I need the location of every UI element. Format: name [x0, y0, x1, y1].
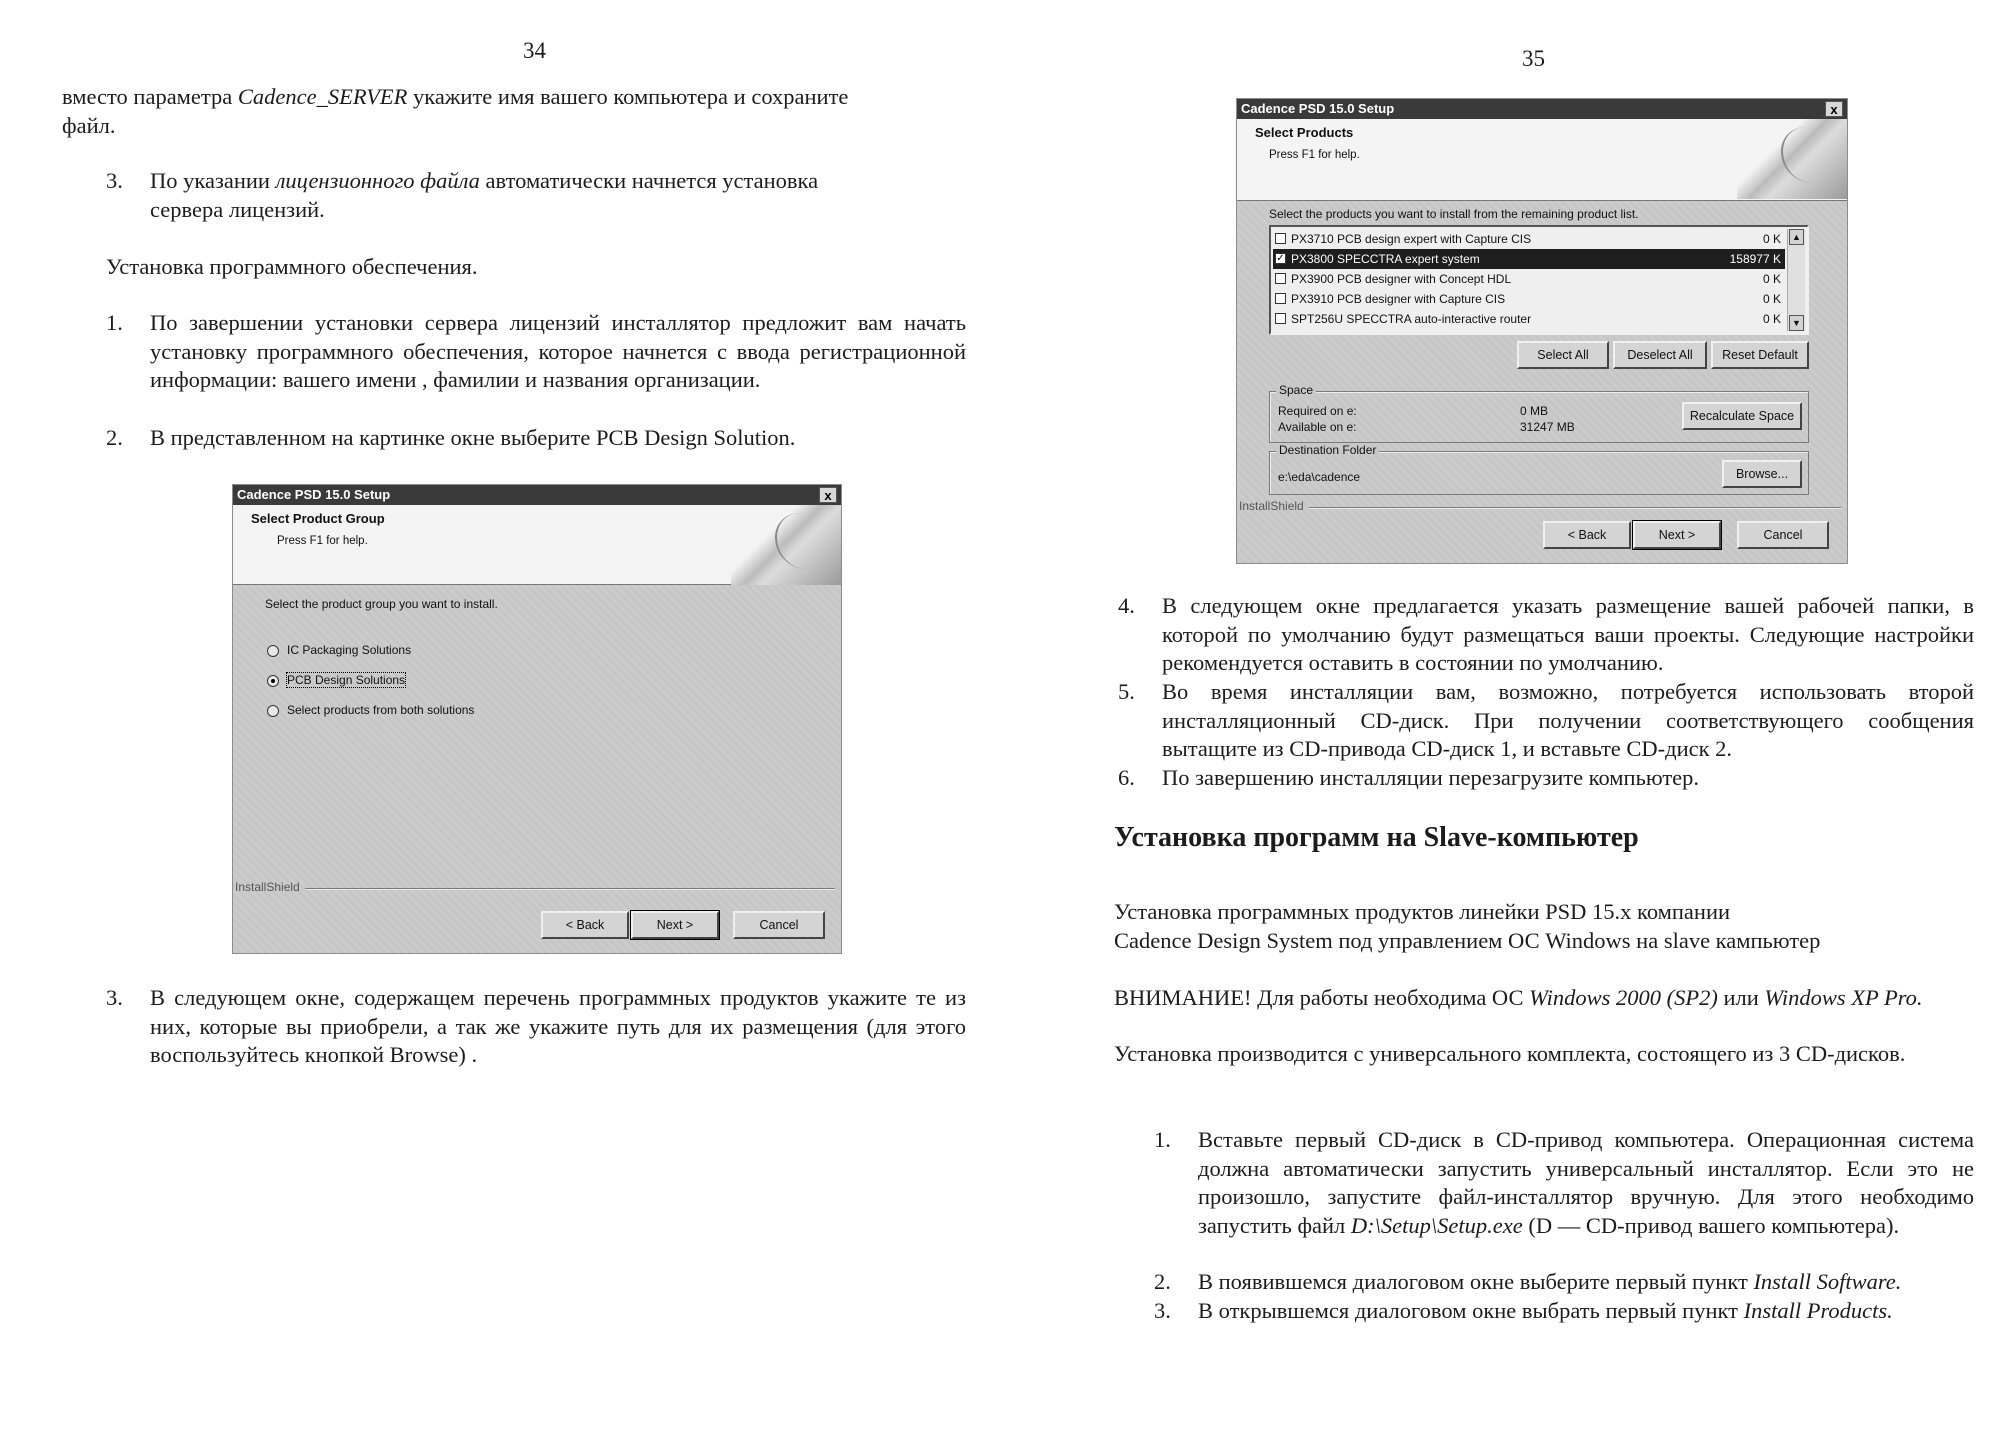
list-item-step-3: [106, 984, 966, 1070]
radio-both-solutions[interactable]: [267, 705, 279, 717]
dialog-title-bar: [1237, 99, 1847, 119]
product-row[interactable]: [1273, 309, 1785, 329]
destination-path: e:\eda\cadence: [1278, 470, 1361, 484]
list-item-license-server: [106, 167, 966, 224]
list-item-slave-step-3: [1154, 1297, 1974, 1326]
page-number-left: 34: [523, 38, 546, 63]
space-group: [1269, 383, 1809, 443]
item-license-file: лицензионного файла: [275, 168, 480, 193]
list-item-step-1: [106, 309, 966, 395]
step-text: Во время инсталляции вам, возможно, потребуется использовать второй инсталляционный CD-диск. При получении соответствующего сообщения вытащите из CD-привода CD-диск 1, и вставьте CD-диск 2.: [1162, 679, 1974, 761]
dialog-title: Cadence PSD 15.0 Setup: [1241, 101, 1395, 116]
item-text-b: автоматически начнется установка: [479, 168, 819, 193]
intro-text-c: файл.: [62, 112, 116, 138]
product-checkbox[interactable]: [1275, 233, 1286, 244]
list-item-step-6: [1118, 764, 1974, 793]
list-number: 2.: [106, 425, 123, 450]
list-item-step-4: [1118, 592, 1974, 678]
product-list[interactable]: [1269, 225, 1809, 335]
option-both-solutions[interactable]: Select products from both solutions: [287, 703, 475, 717]
list-item-slave-step-1: [1154, 1126, 1974, 1240]
step-text-a: В открывшемся диалоговом окне выбрать первый пункт: [1198, 1298, 1744, 1323]
dialog-header-hint: Press F1 for help.: [277, 535, 368, 547]
item-text-a: По указании: [150, 168, 276, 193]
dialog-header: [233, 505, 841, 585]
right-page: [1000, 0, 2000, 1446]
product-name: SPT256U SPECCTRA auto-interactive router: [1291, 312, 1532, 326]
list-number: 2.: [1154, 1269, 1171, 1294]
product-row[interactable]: [1273, 269, 1785, 289]
page-number-right: 35: [1522, 46, 1545, 71]
select-all-button[interactable]: Select All: [1517, 341, 1609, 369]
page-curl-icon: [731, 505, 841, 585]
required-value: 0 MB: [1520, 404, 1549, 418]
slave-intro-paragraph: [1114, 898, 1974, 955]
option-ic-packaging[interactable]: IC Packaging Solutions: [287, 643, 412, 657]
product-checkbox[interactable]: [1275, 313, 1286, 324]
step-text: В представленном на картинке окне выберите PCB Design Solution.: [150, 425, 796, 450]
step-text: По завершению инсталляции перезагрузите компьютер.: [1162, 765, 1700, 790]
dialog-header-title: Select Products: [1255, 125, 1354, 140]
select-products-dialog: [1236, 98, 1848, 564]
back-button[interactable]: < Back: [1543, 521, 1631, 549]
scroll-down-icon[interactable]: ▼: [1789, 315, 1804, 331]
product-size: 0 K: [1762, 272, 1781, 286]
cancel-button[interactable]: Cancel: [733, 911, 825, 939]
cancel-button[interactable]: Cancel: [1737, 521, 1829, 549]
product-name: PX3800 SPECCTRA expert system: [1291, 252, 1480, 266]
product-name: PX3900 PCB designer with Concept HDL: [1291, 272, 1512, 286]
list-number: 5.: [1118, 679, 1135, 704]
next-button[interactable]: Next >: [1633, 521, 1721, 549]
close-icon[interactable]: x: [819, 487, 837, 503]
list-number: 3.: [106, 168, 123, 193]
list-number: 3.: [1154, 1298, 1171, 1323]
list-number: 1.: [1154, 1127, 1171, 1152]
step-text-b: (D — CD-привод вашего компьютера).: [1522, 1212, 1900, 1238]
warning-os-1: Windows 2000 (SP2): [1529, 985, 1718, 1010]
destination-legend: Destination Folder: [1276, 443, 1379, 457]
installshield-brand: InstallShield: [1239, 499, 1304, 513]
dialog-header-title: Select Product Group: [251, 511, 385, 526]
slave-intro-line1: Установка программных продуктов линейки PSD 15.x компании: [1114, 899, 1731, 924]
list-item-slave-step-2: [1154, 1268, 1974, 1297]
dialog-separator: [305, 888, 835, 890]
step-text-a: В появившемся диалоговом окне выберите первый пункт: [1198, 1269, 1754, 1294]
list-number: 3.: [106, 985, 123, 1010]
dialog-prompt: Select the product group you want to install.: [265, 597, 498, 611]
item-text-c: сервера лицензий.: [150, 196, 325, 222]
list-number: 6.: [1118, 765, 1135, 790]
setup-path: D:\Setup\Setup.exe: [1350, 1212, 1523, 1238]
dialog-header: [1237, 119, 1847, 201]
product-row[interactable]: [1273, 289, 1785, 309]
product-checkbox[interactable]: [1275, 293, 1286, 304]
required-label: Required on e:: [1278, 404, 1357, 418]
warning-os-2: Windows XP Pro.: [1764, 985, 1923, 1010]
list-item-step-2: [106, 424, 966, 453]
section-heading-software: Установка программного обеспечения.: [106, 254, 478, 279]
product-name: PX3910 PCB designer with Capture CIS: [1291, 292, 1506, 306]
install-note-paragraph: Установка производится с универсального комплекта, состоящего из 3 CD-дисков.: [1114, 1041, 1906, 1066]
back-button[interactable]: < Back: [541, 911, 629, 939]
list-item-step-5: [1118, 678, 1974, 764]
product-list-scrollbar[interactable]: [1787, 229, 1805, 331]
dialog-header-hint: Press F1 for help.: [1269, 149, 1360, 161]
menu-item-name: Install Products.: [1743, 1298, 1893, 1323]
product-row[interactable]: [1273, 249, 1785, 269]
browse-button[interactable]: Browse...: [1722, 460, 1802, 488]
step-text: По завершении установки сервера лицензий инсталлятор предложит вам начать установку программного обеспечения, которое начнется с ввода регистрационной информации: вашего имени , фамилии и названия организации.: [150, 310, 966, 392]
slave-intro-line2: Cadence Design System под управлением ОС Windows на slave кампьютер: [1114, 927, 1821, 953]
product-size: 0 K: [1762, 312, 1781, 326]
product-row[interactable]: [1273, 229, 1785, 249]
available-value: 31247 MB: [1520, 420, 1575, 434]
warning-paragraph: [1080, 984, 1974, 1013]
slave-heading: Установка программ на Slave-компьютер: [1114, 822, 1639, 853]
space-legend: Space: [1276, 383, 1316, 397]
step-text-a: Вставьте первый CD-диск в CD-привод компьютера. Операционная система должна автоматически запустить универсальный инсталлятор. Если это не произошло, запустите файл-инсталлятор вручную. Для этого необходимо запустить файл: [1198, 1127, 1974, 1238]
dialog-body: [1237, 201, 1847, 563]
product-checkbox[interactable]: [1275, 273, 1286, 284]
option-pcb-design[interactable]: PCB Design Solutions: [287, 673, 406, 687]
step-text: В следующем окне предлагается указать размещение вашей рабочей папки, в которой по умолчанию будут размещаться ваши проекты. Следующие настройки рекомендуется оставить в состоянии по умолчанию.: [1162, 593, 1974, 675]
recalculate-space-button[interactable]: Recalculate Space: [1682, 402, 1802, 430]
dialog-body: [233, 585, 841, 953]
intro-param: Cadence_SERVER: [237, 84, 408, 109]
warning-text-b: или: [1717, 985, 1765, 1010]
step-text: В следующем окне, содержащем перечень программных продуктов укажите те из них, которые вы приобрели, а так же укажите путь для их размещения (для этого воспользуйтесь кнопкой Browse) .: [150, 985, 966, 1067]
close-icon[interactable]: x: [1825, 101, 1843, 117]
list-number: 1.: [106, 310, 123, 335]
available-label: Available on e:: [1278, 420, 1357, 434]
product-checkbox-checked[interactable]: ✓: [1276, 253, 1285, 264]
dialog-separator: [1309, 507, 1841, 509]
product-group-dialog: [232, 484, 842, 954]
product-size: 158977 K: [1729, 252, 1781, 266]
installshield-brand: InstallShield: [235, 880, 300, 894]
intro-text-a: вместо параметра: [62, 84, 238, 109]
next-button[interactable]: Next >: [631, 911, 719, 939]
scroll-up-icon[interactable]: ▲: [1789, 229, 1804, 245]
warning-text-a: ВНИМАНИЕ! Для работы необходима ОС: [1114, 985, 1530, 1010]
destination-folder-group: [1269, 443, 1809, 495]
deselect-all-button[interactable]: Deselect All: [1613, 341, 1707, 369]
product-size: 0 K: [1762, 292, 1781, 306]
reset-default-button[interactable]: Reset Default: [1711, 341, 1809, 369]
menu-item-name: Install Software.: [1753, 1269, 1902, 1294]
product-size: 0 K: [1762, 232, 1781, 246]
dialog-title-bar: [233, 485, 841, 505]
intro-text-b: укажите имя вашего компьютера и сохраните: [407, 84, 849, 109]
dialog-prompt: Select the products you want to install from the remaining product list.: [1269, 207, 1639, 221]
intro-paragraph: [62, 83, 966, 140]
list-number: 4.: [1118, 593, 1135, 618]
radio-ic-packaging[interactable]: [267, 645, 279, 657]
dialog-title: Cadence PSD 15.0 Setup: [237, 487, 391, 502]
product-name: PX3710 PCB design expert with Capture CIS: [1291, 232, 1532, 246]
page-curl-icon: [1737, 119, 1847, 199]
radio-pcb-design[interactable]: [267, 675, 279, 687]
